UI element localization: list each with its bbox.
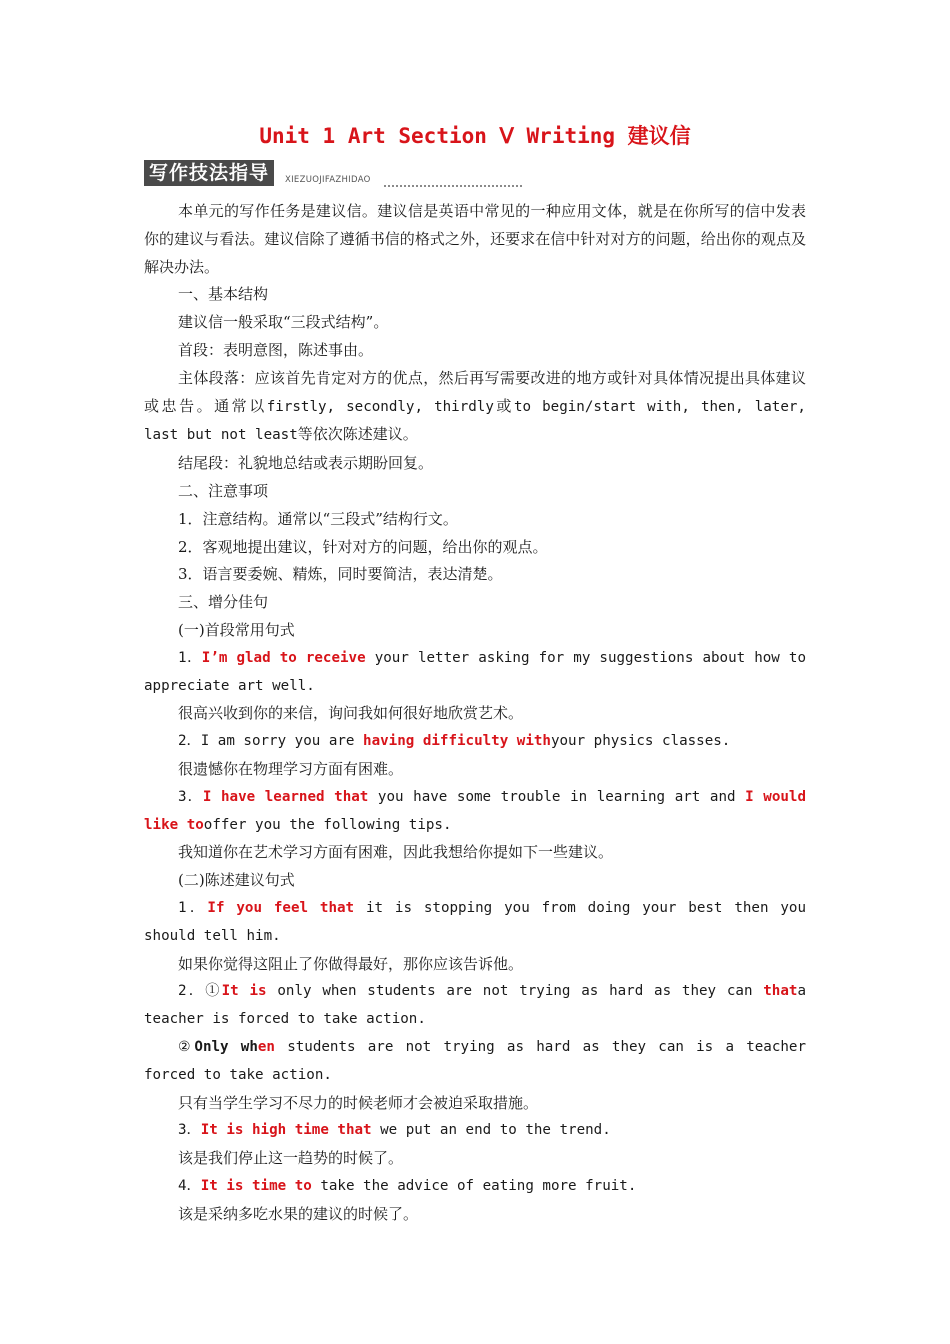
opening-translation-1: 很高兴收到你的来信，询问我如何很好地欣赏艺术。 [178,704,524,723]
opening-sentence-2 [144,728,806,756]
item-number: 1． [178,899,208,916]
structure-line-2: 首段：表明意图，陈述事由。 [178,340,374,359]
suggestion-sentence-1 [144,895,806,951]
sentence-text: take the advice of eating more fruit. [311,1177,637,1194]
key-phrase: that [763,983,798,1000]
opening-sentence-3 [144,784,806,840]
structure-line-3e: 等依次陈述建议。 [297,425,418,444]
item-number: ② [178,1038,195,1055]
document-body [144,198,806,1228]
note-item-3: 3．语言要委婉、精炼，同时要简洁，表达清楚。 [178,565,503,584]
sentence-text: we put an end to the trend. [371,1122,611,1139]
item-number: 2．① [178,983,222,1000]
note-item-2: 2．客观地提出建议，针对对方的问题，给出你的观点。 [178,537,548,556]
key-phrase: It is time to [200,1177,312,1194]
heading-sentences: 三、增分佳句 [178,593,269,612]
key-phrase: If you feel that [207,899,355,916]
sentence-text: you have some trouble in learning art and [368,788,746,805]
key-phrase: en [257,1038,275,1055]
opening-translation-2: 很遗憾你在物理学习方面有困难。 [178,759,404,778]
sentence-text: a teacher is forced to take action. [144,983,806,1028]
structure-line-3a: 主体段落：应该首先肯定对方的优点，然后再写需要改进的地方或针对具体情况提出具体建议或忠告。通常以 [144,368,806,415]
suggestion-sentence-4 [144,1173,806,1201]
heading-notes: 二、注意事项 [178,481,269,500]
sentence-text: students are not trying as hard as they can is a teacher forced to take action. [144,1038,806,1083]
key-phrase: I would like to [144,788,807,833]
structure-line-3d: to begin/start with, then, later, last but not least [144,398,806,444]
key-phrase: I’m glad to receive [201,649,366,666]
sentence-text: your letter asking for my suggestions about how to appreciate art well. [144,649,806,694]
item-number: 1． [178,649,202,666]
subheading-opening: (一)首段常用句式 [178,620,295,639]
suggestion-translation-3: 该是我们停止这一趋势的时候了。 [178,1149,404,1168]
page-title: Unit 1 Art Section Ⅴ Writing 建议信 [259,124,691,148]
suggestion-sentence-2a [144,978,806,1034]
suggestion-translation-2: 只有当学生学习不尽力的时候老师才会被迫采取措施。 [178,1093,539,1112]
opening-sentence-1 [144,645,806,701]
structure-line-3 [144,365,806,450]
sentence-text: your physics classes. [550,733,731,750]
intro-paragraph: 本单元的写作任务是建议信。建议信是英语中常见的一种应用文体，就是在你所写的信中发表你的建议与看法。建议信除了遵循书信的格式之外，还要求在信中针对对方的问题，给出你的观点及解决办法。 [144,202,806,276]
key-phrase: It is [221,983,267,1000]
opening-translation-3: 我知道你在艺术学习方面有困难，因此我想给你提如下一些建议。 [178,843,614,862]
heading-structure: 一、基本结构 [178,285,269,304]
sentence-text: it is stopping you from doing your best then you should tell him. [144,899,806,944]
key-phrase: It is high time that [200,1122,372,1139]
suggestion-translation-1: 如果你觉得这阻止了你做得最好，那你应该告诉他。 [178,954,524,973]
suggestion-translation-4: 该是采纳多吃水果的建议的时候了。 [178,1204,419,1223]
banner-label: 写作技法指导 [144,160,274,186]
suggestion-sentence-3 [144,1117,806,1145]
item-number: 3． [178,788,203,805]
banner-pinyin: XIEZUOJIFAZHIDAO [285,175,371,185]
structure-line-4: 结尾段：礼貌地总结或表示期盼回复。 [178,454,434,473]
note-item-1: 1．注意结构。通常以“三段式”结构行文。 [178,509,458,528]
structure-line-1: 建议信一般采取“三段式结构”。 [178,313,389,332]
key-phrase-black: Only wh [194,1038,258,1055]
key-phrase: I have learned that [202,788,369,805]
structure-line-3b: firstly, secondly, thirdly [266,398,494,415]
section-banner [144,160,522,188]
structure-line-3c: 或 [493,396,514,415]
suggestion-sentence-2b [144,1034,806,1090]
subheading-suggestions: (二)陈述建议句式 [178,871,295,890]
item-number: 3． [178,1122,201,1139]
item-number: 4． [178,1177,201,1194]
sentence-text: only when students are not trying as hard as they can [266,983,764,1000]
key-phrase: having difficulty with [363,733,551,750]
sentence-text: 2．I am sorry you are [178,733,364,750]
banner-divider [384,185,522,187]
sentence-text: offer you the following tips. [203,816,452,833]
